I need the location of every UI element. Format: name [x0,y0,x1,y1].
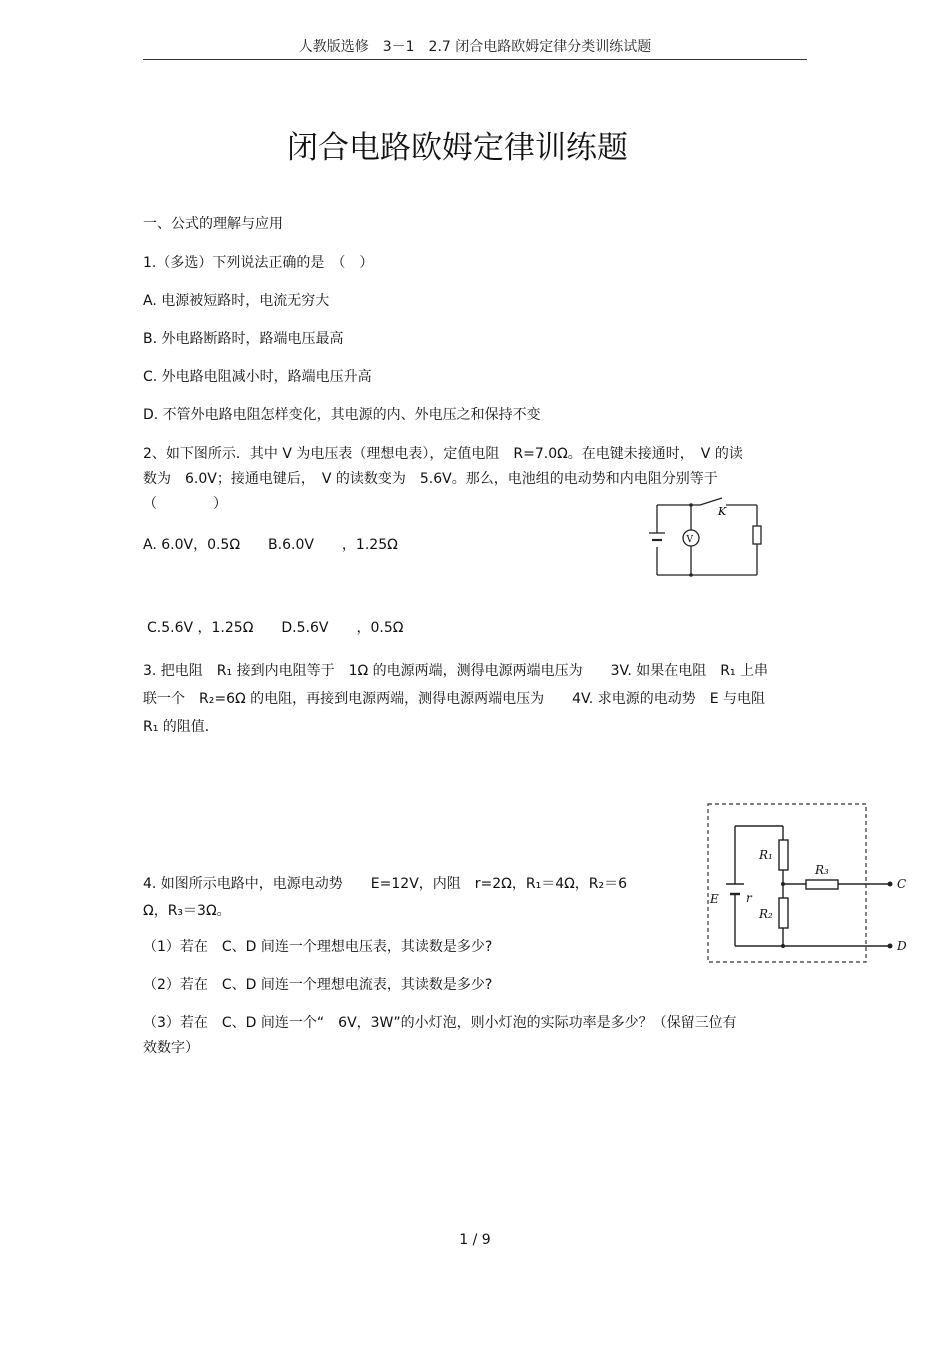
q4-sub2: （2）若在 C、D 间连一个理想电流表，其读数是多少? [143,977,493,993]
document-title: 闭合电路欧姆定律训练题 [287,130,628,166]
q4-line2: Ω，R₃＝3Ω。 [143,903,231,919]
q4-sub1: （1）若在 C、D 间连一个理想电压表，其读数是多少? [143,939,493,955]
q2-options-ab: A. 6.0V，0.5Ω B.6.0V ，1.25Ω [143,537,398,553]
q3-line2: 联一个 R₂=6Ω 的电阻，再接到电源两端，测得电源两端电压为 4V. 求电源的电动势 E 与电阻 [143,691,765,707]
q2-line2: 数为 6.0V；接通电键后， V 的读数变为 5.6V。那么，电池组的电动势和内电阻分别等于 [143,471,718,487]
q1-option-a: A. 电源被短路时，电流无穷大 [143,293,330,309]
q4-emf-label: E [710,892,719,906]
q3-line1: 3. 把电阻 R₁ 接到内电阻等于 1Ω 的电源两端，测得电源两端电压为 3V. 如果在电阻 R₁ 上串 [143,663,769,679]
section-heading: 一、公式的理解与应用 [143,216,283,232]
q4-internal-r-label: r [746,891,752,905]
q2-switch-label: K [718,505,727,518]
header-rule [143,59,807,60]
q4-terminal-c-label: C [897,877,907,891]
q4-r3-label: R₃ [815,863,829,877]
q4-line1: 4. 如图所示电路中，电源电动势 E=12V，内阻 r=2Ω，R₁＝4Ω，R₂＝6 [143,876,628,892]
q4-r1-label: R₁ [759,848,773,862]
q2-line3: （ ） [143,496,227,512]
page-header: 人教版选修 3－1 2.7 闭合电路欧姆定律分类训练试题 [298,39,652,55]
q2-circuit-diagram [640,495,770,585]
q1-option-d: D. 不管外电路电阻怎样变化，其电源的内、外电压之和保持不变 [143,407,541,423]
q4-sub3-line2: 效数字） [143,1040,199,1056]
q2-line1: 2、如下图所示．其中 V 为电压表（理想电表），定值电阻 R=7.0Ω。在电键未接通时， V 的读 [143,446,743,462]
q1-stem: 1.（多选）下列说法正确的是 （ ） [143,255,374,271]
page-number: 1 / 9 [459,1232,491,1248]
q4-sub3-line1: （3）若在 C、D 间连一个“ 6V，3W”的小灯泡，则小灯泡的实际功率是多少？（保留三位有 [143,1015,737,1031]
q1-option-c: C. 外电路电阻减小时，路端电压升高 [143,369,372,385]
q2-voltmeter-label: V [686,535,693,545]
q2-options-cd: C.5.6V ，1.25Ω D.5.6V ，0.5Ω [147,620,404,636]
q1-option-b: B. 外电路断路时，路端电压最高 [143,331,344,347]
q4-circuit-diagram [700,798,915,970]
q4-terminal-d-label: D [897,939,907,953]
q3-line3: R₁ 的阻值． [143,719,219,735]
q4-r2-label: R₂ [759,907,773,921]
